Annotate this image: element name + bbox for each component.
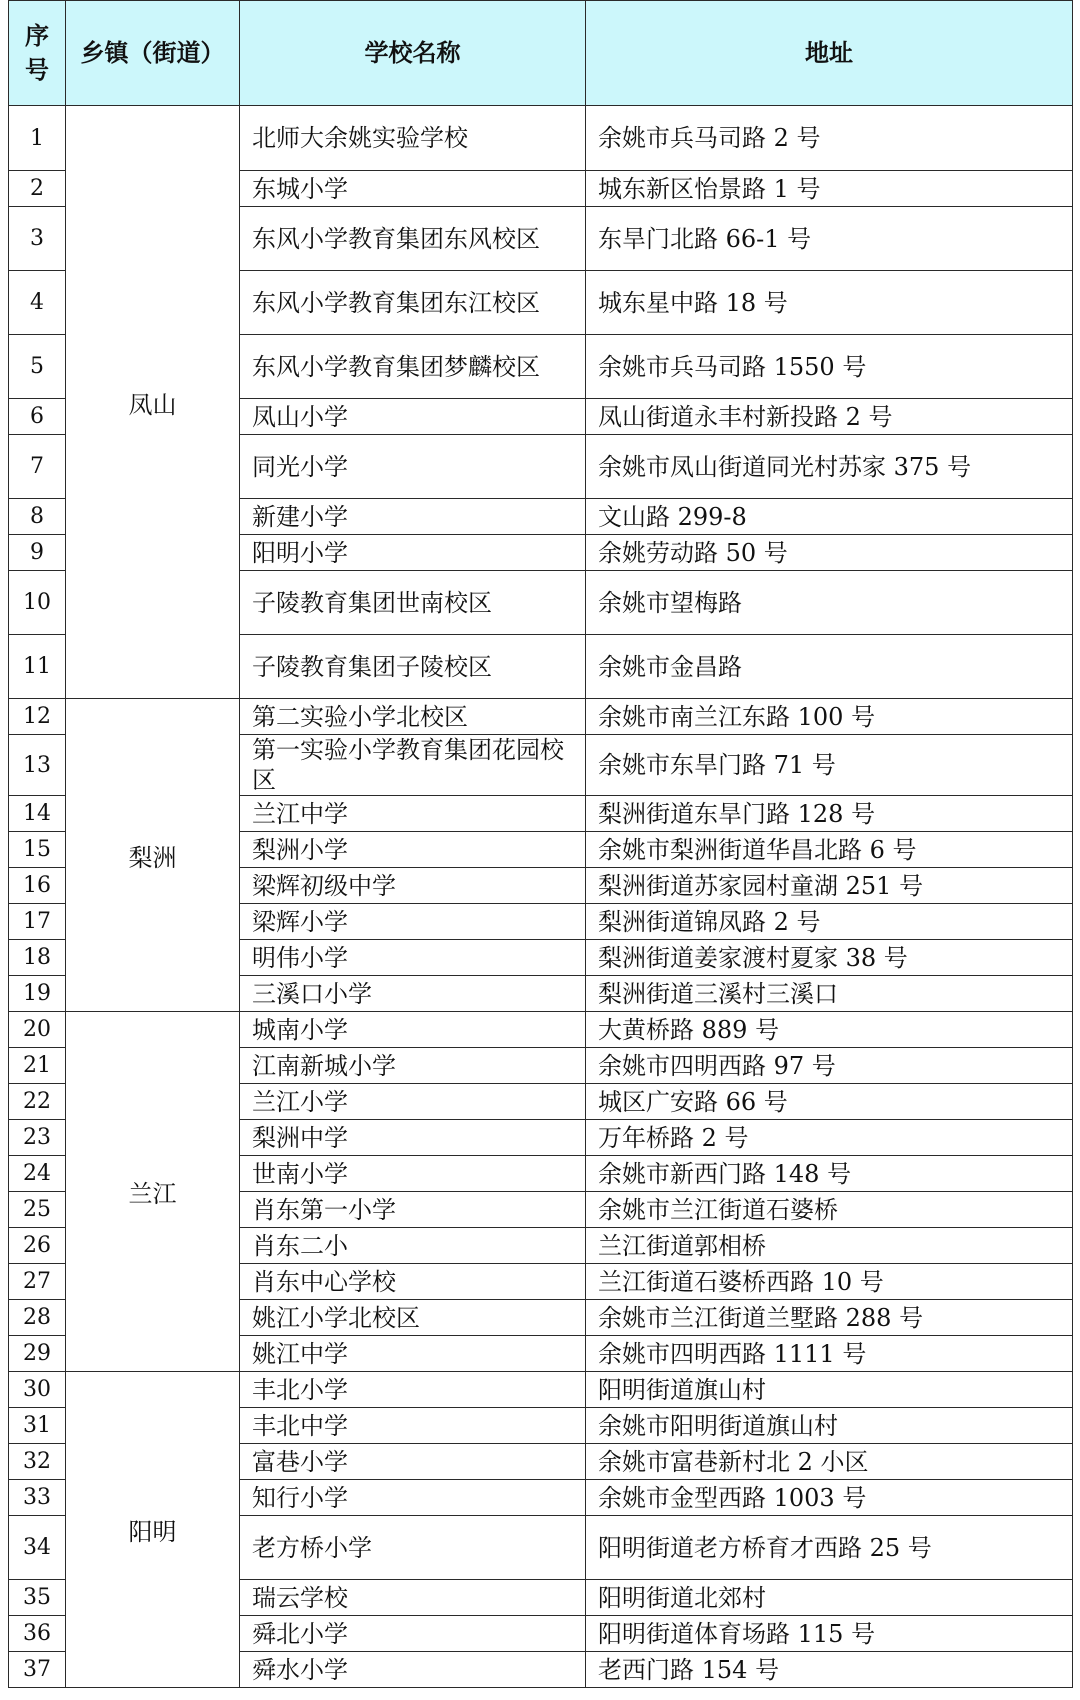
school-address: 余姚市阳明街道旗山村 xyxy=(586,1408,1073,1444)
row-index: 21 xyxy=(9,1048,66,1084)
row-index: 12 xyxy=(9,699,66,735)
row-index: 34 xyxy=(9,1516,66,1580)
table-body xyxy=(9,106,1073,1688)
school-name: 舜水小学 xyxy=(240,1652,586,1688)
school-name: 东城小学 xyxy=(240,171,586,207)
header-school-name: 学校名称 xyxy=(240,1,586,106)
school-address-table xyxy=(8,0,1073,1688)
school-name: 第一实验小学教育集团花园校区 xyxy=(240,735,586,796)
table-row xyxy=(9,1372,1073,1408)
school-name: 世南小学 xyxy=(240,1156,586,1192)
row-index: 25 xyxy=(9,1192,66,1228)
header-index-char: 号 xyxy=(25,56,49,84)
row-index: 1 xyxy=(9,106,66,171)
school-name: 姚江中学 xyxy=(240,1336,586,1372)
school-address: 余姚市南兰江东路 100 号 xyxy=(586,699,1073,735)
school-address: 阳明街道老方桥育才西路 25 号 xyxy=(586,1516,1073,1580)
school-address: 余姚市兰江街道兰墅路 288 号 xyxy=(586,1300,1073,1336)
school-name: 梨洲小学 xyxy=(240,832,586,868)
row-index: 11 xyxy=(9,635,66,699)
school-name: 肖东二小 xyxy=(240,1228,586,1264)
row-index: 35 xyxy=(9,1580,66,1616)
header-index-char: 序 xyxy=(25,22,49,50)
table-row xyxy=(9,1012,1073,1048)
school-address: 兰江街道石婆桥西路 10 号 xyxy=(586,1264,1073,1300)
row-index: 16 xyxy=(9,868,66,904)
school-address: 余姚市四明西路 97 号 xyxy=(586,1048,1073,1084)
town-cell: 兰江 xyxy=(66,1012,240,1372)
row-index: 2 xyxy=(9,171,66,207)
school-name: 舜北小学 xyxy=(240,1616,586,1652)
row-index: 22 xyxy=(9,1084,66,1120)
school-address: 城区广安路 66 号 xyxy=(586,1084,1073,1120)
row-index: 27 xyxy=(9,1264,66,1300)
school-address: 余姚市兵马司路 1550 号 xyxy=(586,335,1073,399)
school-address: 余姚市凤山街道同光村苏家 375 号 xyxy=(586,435,1073,499)
row-index: 26 xyxy=(9,1228,66,1264)
header-index xyxy=(9,1,66,106)
school-name: 东风小学教育集团梦麟校区 xyxy=(240,335,586,399)
school-name: 丰北小学 xyxy=(240,1372,586,1408)
school-address: 梨洲街道锦凤路 2 号 xyxy=(586,904,1073,940)
school-name: 梨洲中学 xyxy=(240,1120,586,1156)
school-address: 余姚市梨洲街道华昌北路 6 号 xyxy=(586,832,1073,868)
row-index: 15 xyxy=(9,832,66,868)
school-name: 梁辉小学 xyxy=(240,904,586,940)
school-address: 东旱门北路 66-1 号 xyxy=(586,207,1073,271)
school-name: 同光小学 xyxy=(240,435,586,499)
row-index: 8 xyxy=(9,499,66,535)
table-row xyxy=(9,699,1073,735)
row-index: 9 xyxy=(9,535,66,571)
school-name: 兰江中学 xyxy=(240,796,586,832)
school-name: 三溪口小学 xyxy=(240,976,586,1012)
row-index: 17 xyxy=(9,904,66,940)
table-row xyxy=(9,106,1073,171)
row-index: 5 xyxy=(9,335,66,399)
school-name: 姚江小学北校区 xyxy=(240,1300,586,1336)
school-name: 阳明小学 xyxy=(240,535,586,571)
school-address: 凤山街道永丰村新投路 2 号 xyxy=(586,399,1073,435)
row-index: 19 xyxy=(9,976,66,1012)
row-index: 20 xyxy=(9,1012,66,1048)
row-index: 28 xyxy=(9,1300,66,1336)
school-name: 肖东第一小学 xyxy=(240,1192,586,1228)
school-name: 子陵教育集团世南校区 xyxy=(240,571,586,635)
school-name: 子陵教育集团子陵校区 xyxy=(240,635,586,699)
row-index: 4 xyxy=(9,271,66,335)
school-name: 江南新城小学 xyxy=(240,1048,586,1084)
school-address: 余姚市望梅路 xyxy=(586,571,1073,635)
school-address: 大黄桥路 889 号 xyxy=(586,1012,1073,1048)
school-address: 余姚劳动路 50 号 xyxy=(586,535,1073,571)
school-address: 城东星中路 18 号 xyxy=(586,271,1073,335)
school-address: 余姚市东旱门路 71 号 xyxy=(586,735,1073,796)
school-address: 兰江街道郭相桥 xyxy=(586,1228,1073,1264)
row-index: 13 xyxy=(9,735,66,796)
school-address: 文山路 299-8 xyxy=(586,499,1073,535)
school-address: 余姚市新西门路 148 号 xyxy=(586,1156,1073,1192)
school-name: 富巷小学 xyxy=(240,1444,586,1480)
row-index: 29 xyxy=(9,1336,66,1372)
school-name: 明伟小学 xyxy=(240,940,586,976)
school-address: 梨洲街道苏家园村童湖 251 号 xyxy=(586,868,1073,904)
school-address: 阳明街道北郊村 xyxy=(586,1580,1073,1616)
school-name: 北师大余姚实验学校 xyxy=(240,106,586,171)
row-index: 37 xyxy=(9,1652,66,1688)
school-name: 城南小学 xyxy=(240,1012,586,1048)
school-address: 老西门路 154 号 xyxy=(586,1652,1073,1688)
header-town: 乡镇（街道） xyxy=(66,1,240,106)
school-address: 余姚市金型西路 1003 号 xyxy=(586,1480,1073,1516)
school-address: 余姚市兰江街道石婆桥 xyxy=(586,1192,1073,1228)
row-index: 31 xyxy=(9,1408,66,1444)
school-address: 余姚市四明西路 1111 号 xyxy=(586,1336,1073,1372)
town-cell: 阳明 xyxy=(66,1372,240,1688)
school-name: 新建小学 xyxy=(240,499,586,535)
school-name: 东风小学教育集团东江校区 xyxy=(240,271,586,335)
row-index: 24 xyxy=(9,1156,66,1192)
school-address: 梨洲街道姜家渡村夏家 38 号 xyxy=(586,940,1073,976)
row-index: 23 xyxy=(9,1120,66,1156)
school-address: 城东新区怡景路 1 号 xyxy=(586,171,1073,207)
school-name: 老方桥小学 xyxy=(240,1516,586,1580)
row-index: 30 xyxy=(9,1372,66,1408)
row-index: 18 xyxy=(9,940,66,976)
school-name: 瑞云学校 xyxy=(240,1580,586,1616)
row-index: 33 xyxy=(9,1480,66,1516)
school-name: 凤山小学 xyxy=(240,399,586,435)
school-address: 万年桥路 2 号 xyxy=(586,1120,1073,1156)
school-address: 阳明街道体育场路 115 号 xyxy=(586,1616,1073,1652)
school-name: 东风小学教育集团东风校区 xyxy=(240,207,586,271)
town-cell: 凤山 xyxy=(66,106,240,699)
school-name: 兰江小学 xyxy=(240,1084,586,1120)
row-index: 36 xyxy=(9,1616,66,1652)
row-index: 6 xyxy=(9,399,66,435)
school-address: 梨洲街道东旱门路 128 号 xyxy=(586,796,1073,832)
school-name: 第二实验小学北校区 xyxy=(240,699,586,735)
school-name: 肖东中心学校 xyxy=(240,1264,586,1300)
row-index: 14 xyxy=(9,796,66,832)
table-header-row xyxy=(9,1,1073,106)
school-name: 知行小学 xyxy=(240,1480,586,1516)
school-name: 梁辉初级中学 xyxy=(240,868,586,904)
town-cell: 梨洲 xyxy=(66,699,240,1012)
row-index: 3 xyxy=(9,207,66,271)
school-address: 余姚市金昌路 xyxy=(586,635,1073,699)
row-index: 10 xyxy=(9,571,66,635)
header-address: 地址 xyxy=(586,1,1073,106)
row-index: 32 xyxy=(9,1444,66,1480)
school-address: 余姚市兵马司路 2 号 xyxy=(586,106,1073,171)
school-address: 梨洲街道三溪村三溪口 xyxy=(586,976,1073,1012)
school-address: 阳明街道旗山村 xyxy=(586,1372,1073,1408)
school-name: 丰北中学 xyxy=(240,1408,586,1444)
school-address: 余姚市富巷新村北 2 小区 xyxy=(586,1444,1073,1480)
row-index: 7 xyxy=(9,435,66,499)
